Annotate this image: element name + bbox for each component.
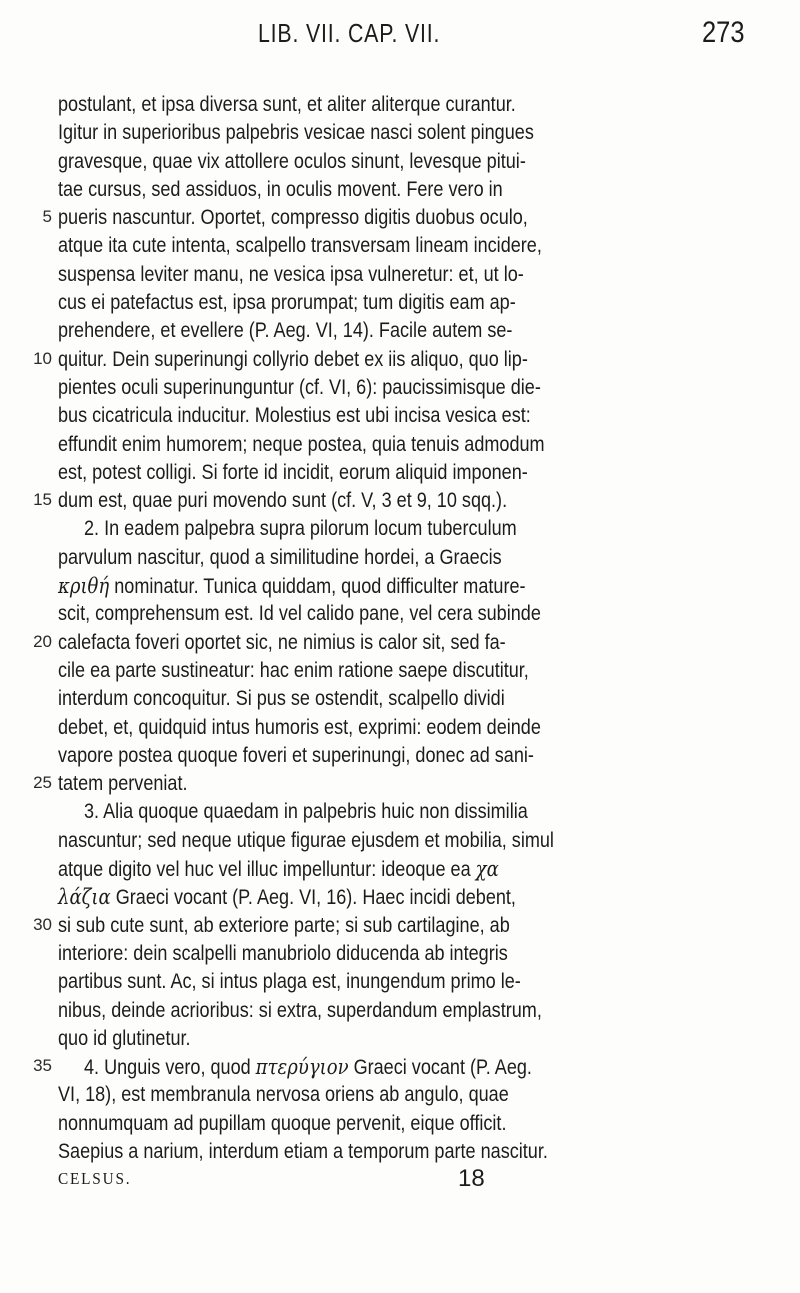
line-text (58, 347, 528, 373)
text-line (0, 516, 800, 544)
line-text (58, 92, 516, 118)
line-text-main: nibus, deinde acrioribus: si extra, superdandum emplastrum, (58, 998, 542, 1022)
signature-mark: CELSUS. (58, 1169, 132, 1189)
line-text (58, 771, 188, 797)
text-line (0, 884, 800, 912)
line-text (58, 290, 516, 316)
text-line (0, 460, 800, 488)
line-text-main: tatem perveniat. (58, 772, 188, 796)
line-text (58, 1026, 191, 1052)
line-text-main: Graeci vocant (P. Aeg. VI, 16). Haec incidi debent, (110, 886, 516, 910)
line-text-main: VI, 18), est membranula nervosa oriens ab angulo, quae (58, 1083, 509, 1107)
line-text (58, 149, 526, 175)
line-text (58, 432, 545, 458)
line-text (58, 998, 542, 1024)
line-text (58, 177, 503, 203)
line-text (58, 573, 526, 600)
line-text (58, 120, 534, 146)
line-text (58, 686, 505, 712)
page-number: 273 (702, 16, 745, 49)
line-text-main: gravesque, quae vix attollere oculos sinunt, levesque pitui- (58, 149, 526, 173)
text-line (0, 998, 800, 1026)
line-text (58, 856, 499, 883)
line-number: 30 (33, 914, 52, 934)
line-text-main: effundit enim humorem; neque postea, quia tenuis admodum (58, 432, 545, 456)
line-text-main: nonnumquam ad pupillam quoque pervenit, eique officit. (58, 1111, 507, 1135)
line-text-main: interdum concoquitur. Si pus se ostendit, scalpello dividi (58, 687, 505, 711)
line-text-main: Graeci vocant (P. Aeg. (348, 1056, 532, 1080)
running-title: LIB. VII. CAP. VII. (258, 18, 441, 48)
text-line (0, 177, 800, 205)
line-text (58, 715, 541, 741)
line-text-main: tae cursus, sed assiduos, in oculis movent. Fere vero in (58, 177, 503, 201)
text-line (0, 686, 800, 714)
line-text-start: 4. Unguis vero, quod (84, 1056, 256, 1080)
line-text (58, 233, 542, 259)
text-line (0, 715, 800, 743)
line-text-main: interiore: dein scalpelli manubriolo diducenda ab integris (58, 941, 508, 965)
text-line (0, 941, 800, 969)
line-text-main: partibus sunt. Ac, si intus plaga est, inungendum primo le- (58, 970, 521, 994)
text-line (0, 630, 800, 658)
line-text (58, 884, 516, 911)
text-line (0, 120, 800, 148)
text-line (0, 262, 800, 290)
line-text-main: Saepius a narium, interdum etiam a temporum parte nascitur. (58, 1139, 548, 1163)
text-line (0, 601, 800, 629)
line-text (58, 318, 512, 344)
line-text-main: scit, comprehensum est. Id vel calido pane, vel cera subinde (58, 602, 541, 626)
text-line (0, 771, 800, 799)
greek-word: χα (475, 857, 499, 882)
text-line (0, 856, 800, 884)
line-text (58, 630, 506, 656)
line-text-main: quo id glutinetur. (58, 1026, 191, 1050)
line-number: 15 (33, 490, 52, 510)
line-text (58, 601, 541, 627)
line-text (84, 516, 517, 542)
line-text-main: bus cicatricula inducitur. Molestius est ubi incisa vesica est: (58, 404, 531, 428)
text-line (0, 1082, 800, 1110)
text-line (0, 375, 800, 403)
line-text-main: pientes oculi superinunguntur (cf. VI, 6): paucissimisque die- (58, 375, 541, 399)
line-text (58, 545, 502, 571)
line-text (58, 488, 507, 514)
line-text (58, 1082, 509, 1108)
text-line (0, 488, 800, 516)
line-number: 5 (42, 207, 52, 227)
line-text-main: calefacta foveri oportet sic, ne nimius is calor sit, sed fa- (58, 630, 506, 654)
text-line (0, 318, 800, 346)
line-text-main: postulant, et ipsa diversa sunt, et aliter aliterque curantur. (58, 93, 516, 116)
line-text (58, 460, 528, 486)
line-text-main: cile ea parte sustineatur: hac enim ratione saepe discutitur, (58, 658, 529, 682)
line-text-main: atque ita cute intenta, scalpello transversam lineam incidere, (58, 234, 542, 258)
text-line (0, 149, 800, 177)
line-text (84, 799, 528, 825)
line-text (58, 1111, 506, 1137)
line-text-main: nominatur. Tunica quiddam, quod difficulter mature- (109, 575, 526, 599)
line-text-main: Igitur in superioribus palpebris vesicae nasci solent pingues (58, 121, 534, 145)
text-line (0, 92, 800, 120)
line-text (58, 262, 524, 288)
text-line (0, 828, 800, 856)
line-number: 10 (33, 348, 52, 368)
line-text-main: atque digito vel huc vel illuc impelluntur: ideoque ea (58, 858, 476, 882)
text-line (0, 658, 800, 686)
text-line (0, 1054, 800, 1082)
text-line (0, 1139, 800, 1167)
line-number: 25 (33, 773, 52, 793)
body-text (0, 92, 800, 1196)
greek-word: πτερύγιον (255, 1055, 349, 1080)
text-line (0, 969, 800, 997)
line-text (58, 941, 508, 967)
line-text (58, 1139, 548, 1165)
line-text-main: vapore postea quoque foveri et superinungi, donec ad sani- (58, 743, 534, 767)
text-line (0, 573, 800, 601)
line-text-main: nascuntur; sed neque utique figurae ejusdem et mobilia, simul (58, 828, 554, 852)
line-text-main: si sub cute sunt, ab exteriore parte; si sub cartilagine, ab (58, 913, 510, 937)
text-line (0, 913, 800, 941)
text-line (0, 233, 800, 261)
line-text-main: prehendere, et evellere (P. Aeg. VI, 14). Facile autem se- (58, 319, 513, 343)
text-line (0, 799, 800, 827)
sheet-number: 18 (458, 1165, 485, 1193)
text-line (0, 1111, 800, 1139)
greek-word: λάζια (58, 885, 111, 910)
text-line (0, 743, 800, 771)
text-line (0, 347, 800, 375)
line-text (58, 375, 541, 401)
line-text (58, 913, 510, 939)
line-text-main: pueris nascuntur. Oportet, compresso digitis duobus oculo, (58, 206, 528, 230)
line-text-main: cus ei patefactus est, ipsa prorumpat; tum digitis eam ap- (58, 291, 516, 315)
text-line (0, 290, 800, 318)
text-line (0, 545, 800, 573)
line-text (58, 658, 529, 684)
line-number: 20 (33, 631, 52, 651)
line-text-main: quitur. Dein superinungi collyrio debet ex iis aliquo, quo lip- (58, 347, 528, 371)
line-number: 35 (33, 1056, 52, 1076)
line-text-main: 2. In eadem palpebra supra pilorum locum tuberculum (84, 517, 517, 541)
greek-word: κριθή (58, 574, 110, 599)
line-text (58, 743, 534, 769)
line-text-main: dum est, quae puri movendo sunt (cf. V, 3 et 9, 10 sqq.). (58, 489, 508, 513)
line-text-main: suspensa leviter manu, ne vesica ipsa vulneretur: et, ut lo- (58, 262, 524, 286)
text-line (0, 1026, 800, 1054)
line-text-main: parvulum nascitur, quod a similitudine hordei, a Graecis (58, 545, 502, 569)
line-text-main: debet, et, quidquid intus humoris est, exprimi: eodem deinde (58, 715, 541, 739)
line-text (58, 969, 521, 995)
line-text-main: 3. Alia quoque quaedam in palpebris huic non dissimilia (84, 800, 528, 824)
line-text-main: est, potest colligi. Si forte id incidit, eorum aliquid imponen- (58, 460, 528, 484)
text-line (0, 403, 800, 431)
text-line (0, 432, 800, 460)
running-head (0, 14, 800, 54)
line-text (84, 1054, 532, 1081)
text-line (0, 205, 800, 233)
line-text (58, 828, 554, 854)
page-footer (0, 1167, 800, 1195)
line-text (58, 205, 528, 231)
line-text (58, 403, 531, 429)
